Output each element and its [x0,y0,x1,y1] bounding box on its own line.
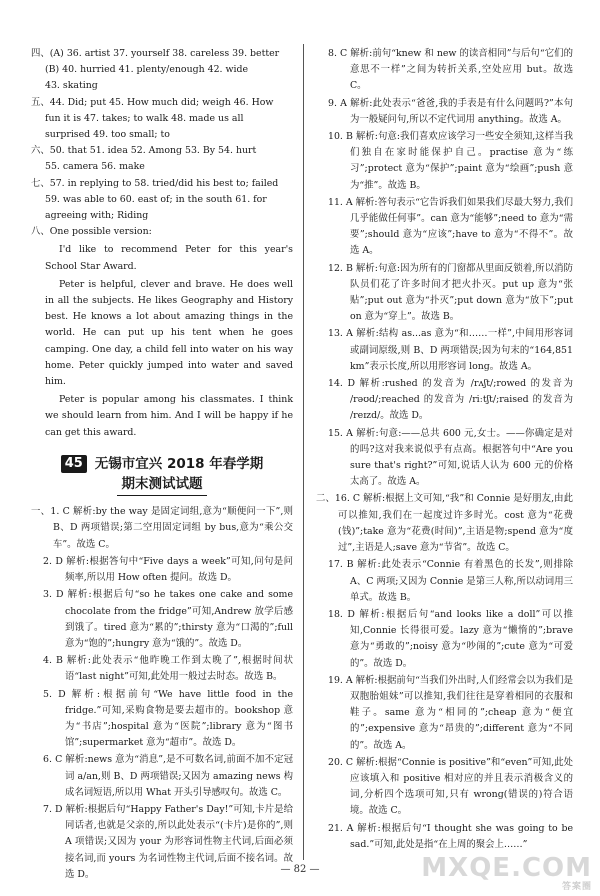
site-watermark-logo [421,853,592,892]
explanation-item: 9. A 解析:此处表示“爸爸,我的手表是有什么问题吗?”本句为一般疑问句,所以不定代词用 anything。故选 A。 [328,97,573,125]
explanation-item: 7. D 解析:根据后句“Happy Father's Day!”可知,卡片是给同话者,也就是父亲的,所以此处表示“(卡片)是你的”,则 A 项错误;又因为 your 为形容词性物主代词,后面必须接名词,而 yours 为名词性物主代词,后面不接名词。故选 D。 [43,803,293,880]
explanation-item: 18. D 解析:根据后句“and looks like a doll”可以推知,Connie 长得很可爱。lazy 意为“懒惰的”;brave 意为“勇敢的”;noisy 意为“吵闹的”;cute 意为“可爱的”。故选 D。 [328,608,573,669]
section-number-badge: 45 [61,455,87,473]
explanation-item: 15. A 解析:句意:——总共 600 元,女士。——你确定是对的吗?这对我来说似乎有点高。根据答句中“Are you sure that's right?”可知,说话人认为 600 元的价格太高了。故选 A。 [328,427,573,488]
section-heading [31,455,293,496]
explanation-item: 21. A 解析:根据后句“I thought she was going to be sad.”可知,此处是指“在上周的聚会上……” [328,822,573,850]
answer-line: 55. camera 56. make [45,161,145,173]
explanation-item: 19. A 解析:根据前句“当我们外出时,人们经常会以为我们是双胞胎姐妹”可以推知,我们往往是穿着相同的衣服和鞋子。same 意为“相同的”;cheap 意为“便宜的”;expensive 意为“昂贵的”;different 意为“不同的”。故选 A。 [328,674,573,751]
answer-line: 八、One possible version: [31,226,152,238]
explanation-item: 10. B 解析:句意:我们喜欢应该学习一些安全须知,这样当我们独自在家时能保护自己。practise 意为“练习”;protect 意为“保护”;paint 意为“绘画”;push 意为“推”。故选 B。 [328,131,573,191]
answer-line: 四、(A) 36. artist 37. yourself 38. careless 39. better [31,48,280,59]
explanation-item: 13. A 解析:结构 as...as 意为“和……一样”,中间用形容词或副词原级,则 B、D 两项错误;因为句末的“164,851 km”表示长度,所以用形容词 long。故选 A。 [328,328,573,372]
explanation-item: 2. D 解析:根据答句中“Five days a week”可知,问句是问频率,所以用 How often 提问。故选 D。 [43,555,293,584]
explanation-item: 12. B 解析:句意:因为所有的门窗都从里面反锁着,所以消防队员们花了许多时间才把火扑灭。put up 意为“张贴”;put out 意为“扑灭”;put down 意为“放下”;put on 意为“穿上”。故选 B。 [328,262,573,323]
column-divider [303,44,304,860]
watermark-subtext: 答案圈 [561,882,592,892]
explanation-item: 4. B 解析:此处表示“他昨晚工作到太晚了”,根据时间状语“last night”可知,此处用一般过去时态。故选 B。 [43,655,293,683]
explanation-item: 二、16. C 解析:根据上文可知,“我”和 Connie 是好朋友,由此可以推知,我们在一起度过许多时光。cost 意为“花费(钱)”;take 意为“花费(时间)”,主语是物;spend 意为“度过”,主语是人;save 意为“节省”。故选 C。 [316,493,573,554]
page-number: — 82 — [280,864,320,875]
answer-line: fun it is 47. takes; to walk 48. made us all [45,112,244,124]
explanation-item: 8. C 解析:前句“knew 和 new 的读音相同”与后句“它们的意思不一样”之间为转折关系,空处应用 but。故选 C。 [328,48,573,92]
answer-line: 59. was able to 60. east of; in the south 61. for [45,193,267,205]
essay-paragraph: I'd like to recommend Peter for this year's School Star Award. [45,244,293,272]
answer-line: 六、50. that 51. idea 52. Among 53. By 54. hurt [31,145,257,157]
explanation-item: 17. B 解析:此处表示“Connie 有着黑色的长发”,则排除 A、C 两项;又因为 Connie 是第三人称,所以动词用三单式。故选 B。 [328,559,573,603]
explanation-item: 14. D 解析:rushed 的发音为 /rʌʃt/;rowed 的发音为 /rəʊd/;reached 的发音为 /riːtʃt/;raised 的发音为 /reɪzd/。故选 D。 [328,378,573,422]
answer-line: 五、44. Did; put 45. How much did; weigh 46. How [31,96,274,108]
section-title-line1: 无锡市宜兴 2018 年春学期 [94,455,264,472]
answer-line: 43. skating [45,80,98,92]
essay-paragraph: Peter is helpful, clever and brave. He does well in all the subjects. He likes Geography and History best. He knows a lot about amazing things in the world. He can put up his tent when he goes camping. One day, a child fell into water on his way home. Peter quickly jumped into water and saved him. [45,278,293,388]
watermark-text: MXQE.COM [421,853,592,883]
explanation-item: 一、1. C 解析:by the way 是固定词组,意为“顺便问一下”,则 B、D 两项错误;第二空用固定词组 by bus,意为“乘公交车”。故选 C。 [31,506,293,550]
section-title-line2: 期末测试试题 [121,476,203,493]
answer-line: 七、57. in replying to 58. tried/did his best to; failed [31,177,279,189]
explanation-item: 6. C 解析:news 意为“消息”,是不可数名词,前面不加不定冠词 a/an,则 B、D 两项错误;又因为 amazing news 构成名词短语,所以用 What 开头引导感叹句。故选 C。 [43,754,293,798]
right-column [316,46,573,854]
explanation-item: 5. D 解析:根据前句“We have little food in the fridge.”可知,采购食物是要去超市的。bookshop 意为“书店”;hospital 意为“医院”;library 意为“图书馆”;supermarket 意为“超市”。故选 D。 [43,688,293,749]
explanation-item: 20. C 解析:根据“Connie is positive”和“even”可知,此处应该填入和 positive 相对应的并且表示消极含义的词,分析四个选项可知,只有 wrong(错误的)符合语境。故选 C。 [328,756,573,817]
answer-line: agreeing with; Riding [45,210,149,222]
essay-paragraph: Peter is popular among his classmates. I think we should learn from him. And I will be happy if he can get this award. [45,394,293,438]
heading-underline [117,495,207,496]
answer-line: surprised 49. too small; to [45,129,170,141]
explanation-item: 3. D 解析:根据后句“so he takes one cake and some chocolate from the fridge”可知,Andrew 放学后感到饿了。tired 意为“累的”;thirsty 意为“口渴的”;full 意为“饱的”;hungry 意为“饿的”。故选 D。 [43,589,293,649]
answer-line: (B) 40. hurried 41. plenty/enough 42. wide [45,64,249,76]
explanation-item: 11. A 解析:答句表示“它告诉我们如果我们尽最大努力,我们几乎能做任何事”。can 意为“能够”;need to 意为“需要”;should 意为“应该”;have to 意为“不得不”。故选 A。 [328,196,573,257]
left-column [31,46,293,884]
